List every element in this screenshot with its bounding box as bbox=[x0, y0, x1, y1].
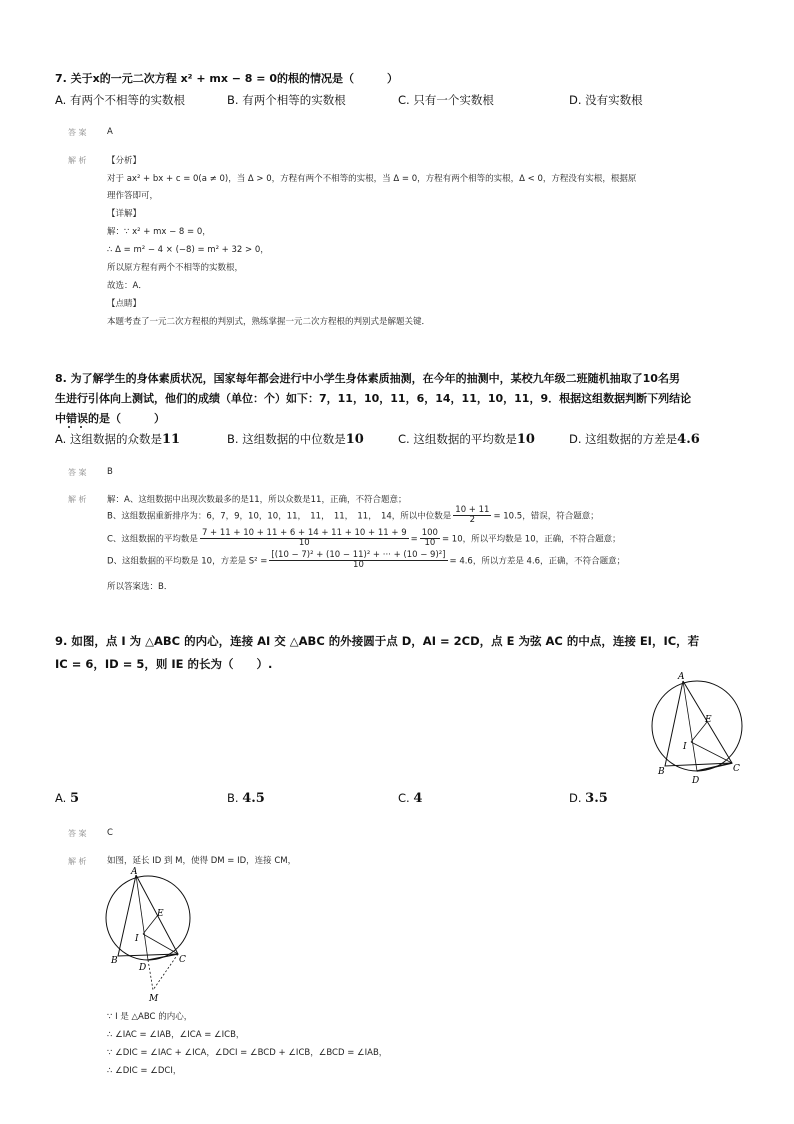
q8-option-d[interactable]: D. 这组数据的方差是4.6 bbox=[569, 432, 700, 447]
q7-analysis-line: 本题考查了一元二次方程根的判别式，熟练掌握一元二次方程根的判别式是解题关键． bbox=[107, 317, 431, 327]
q7-analysis-line: 所以原方程有两个不相等的实数根， bbox=[107, 263, 244, 273]
q8-stem-line: 生进行引体向上测试，他们的成绩（单位：个）如下：7，11，10，11，6，14，11，10，11，9．根据这组数据判断下列结论 bbox=[55, 392, 692, 405]
q8-analysis-line: 所以答案选：B． bbox=[107, 582, 173, 592]
q9-solution-figure bbox=[103, 866, 203, 1006]
point-label: D bbox=[692, 776, 700, 786]
q8-stem-line: 8. 为了解学生的身体素质状况，国家每年都会进行中小学生身体素质抽测，在今年的抽测中，某校九年级二班随机抽取了10名男 bbox=[55, 372, 680, 385]
q7-option-d[interactable]: D. 没有实数根 bbox=[569, 93, 643, 107]
point-label: C bbox=[179, 955, 186, 965]
q8-option-c[interactable]: C. 这组数据的平均数是10 bbox=[398, 432, 535, 447]
q7-analysis-line: ∴ Δ = m² − 4 × (−8) = m² + 32 > 0， bbox=[107, 245, 269, 255]
q8-analysis-label: 解 析 bbox=[68, 495, 87, 504]
q7-analysis-line: 【点睛】 bbox=[107, 299, 142, 309]
q7-answer-label: 答 案 bbox=[68, 128, 87, 137]
q8-analysis-line: 解：A、这组数据中出现次数最多的是11，所以众数是11，正确，不符合题意； bbox=[107, 495, 407, 505]
q9-stem-line: 9. 如图，点 I 为 △ABC 的内心，连接 AI 交 △ABC 的外接圆于点 D，AI = 2CD，点 E 为弦 AC 的中点，连接 EI，IC，若 bbox=[55, 634, 700, 648]
q9-figure bbox=[645, 668, 750, 790]
point-label: A bbox=[678, 672, 685, 682]
q7-analysis-label: 解 析 bbox=[68, 156, 87, 165]
q8-answer: B bbox=[107, 467, 113, 477]
point-label: B bbox=[111, 956, 118, 966]
q9-analysis-line: ∴ ∠IAC = ∠IAB，∠ICA = ∠ICB， bbox=[107, 1030, 245, 1040]
q8-stem-line: 中错误的是（ ） bbox=[55, 412, 165, 425]
q8-option-a[interactable]: A. 这组数据的众数是11 bbox=[55, 432, 181, 447]
q9-option-a[interactable]: A. 5 bbox=[55, 791, 80, 806]
q7-analysis-line: 【分析】 bbox=[107, 156, 142, 166]
q7-answer: A bbox=[107, 127, 113, 137]
q9-analysis-line: 如图，延长 ID 到 M，使得 DM = ID，连接 CM， bbox=[107, 856, 297, 866]
q7-analysis-line: 解：∵ x² + mx − 8 = 0， bbox=[107, 227, 211, 237]
q7-analysis-line: 【详解】 bbox=[107, 209, 142, 219]
q9-answer-label: 答 案 bbox=[68, 829, 87, 838]
q7-analysis-line: 故选：A． bbox=[107, 281, 147, 291]
point-label: I bbox=[135, 934, 139, 944]
q8-analysis-line: C、这组数据的平均数是 $\frac{7 + 11 + 10 + 11 + 6 + 14 + 11 + 10 + 11 + 9}{10}$ = $\frac{100}{10}$ = 10，所以平均数是 10，正确，不符合题意； bbox=[107, 528, 621, 549]
q8-answer-label: 答 案 bbox=[68, 468, 87, 477]
q8-option-b[interactable]: B. 这组数据的中位数是10 bbox=[227, 432, 364, 447]
q9-analysis-line: ∵ I 是 △ABC 的内心， bbox=[107, 1012, 193, 1022]
point-label: C bbox=[733, 764, 740, 774]
point-label: A bbox=[131, 867, 138, 877]
q7-option-a[interactable]: A. 有两个不相等的实数根 bbox=[55, 93, 185, 107]
q8-analysis-line: D、这组数据的平均数是 10，方差是 S² = $\frac{\text{[(10 − 7)² + (10 − 11)² + ··· + (10 − 9)²]}}{10}$ = 4.6，所以方差是 4.6，正确，不符合题意； bbox=[107, 550, 626, 571]
point-label: E bbox=[705, 715, 712, 725]
q7-option-c[interactable]: C. 只有一个实数根 bbox=[398, 93, 494, 107]
q9-option-c[interactable]: C. 4 bbox=[398, 791, 423, 806]
point-label: M bbox=[149, 994, 159, 1004]
q7-option-b[interactable]: B. 有两个相等的实数根 bbox=[227, 93, 346, 107]
q9-analysis-line: ∵ ∠DIC = ∠IAC + ∠ICA，∠DCI = ∠BCD + ∠ICB，∠BCD = ∠IAB， bbox=[107, 1048, 388, 1058]
q9-analysis-line: ∴ ∠DIC = ∠DCI， bbox=[107, 1066, 182, 1076]
q9-answer: C bbox=[107, 828, 113, 838]
q9-analysis-label: 解 析 bbox=[68, 857, 87, 866]
point-label: E bbox=[157, 909, 164, 919]
point-label: D bbox=[139, 963, 147, 973]
q9-option-b[interactable]: B. 4.5 bbox=[227, 791, 265, 806]
q7-stem: 7. 关于x的一元二次方程 x² + mx − 8 = 0的根的情况是（ ） bbox=[55, 72, 398, 85]
emphasis-dot bbox=[68, 426, 70, 428]
q9-option-d[interactable]: D. 3.5 bbox=[569, 791, 608, 806]
q7-analysis-line: 理作答即可， bbox=[107, 191, 159, 201]
emphasis-dot bbox=[80, 426, 82, 428]
q8-analysis-line: B、这组数据重新排序为：6，7，9，10，10，11， 11， 11， 11， 14，所以中位数是 $\frac{10 + 11}{2}$ = 10.5，错误，符合题意； bbox=[107, 505, 599, 526]
q9-stem-line: IC = 6，ID = 5，则 IE 的长为（ ）. bbox=[55, 657, 273, 671]
q7-analysis-line: 对于 ax² + bx + c = 0(a ≠ 0)，当 Δ > 0，方程有两个不相等的实根，当 Δ = 0，方程有两个相等的实根，Δ < 0，方程没有实根，根据原 bbox=[107, 174, 637, 184]
point-label: I bbox=[683, 742, 687, 752]
point-label: B bbox=[658, 767, 665, 777]
